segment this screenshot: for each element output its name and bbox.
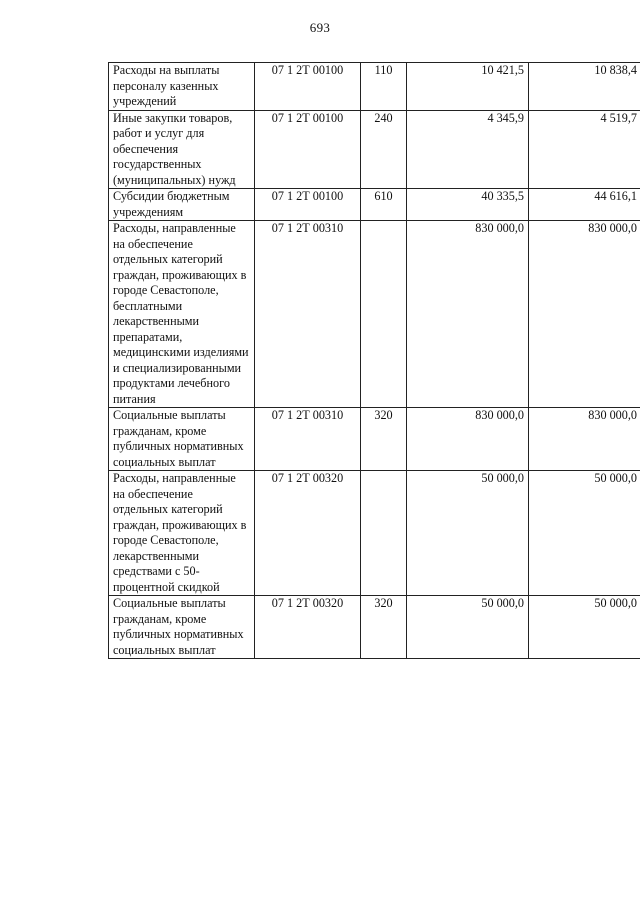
row-code-cell: 07 1 2Т 00310 (255, 408, 361, 471)
row-name-cell: Субсидии бюджетным учреждениям (109, 189, 255, 221)
row-type-cell (361, 471, 407, 596)
table-row (109, 221, 640, 408)
row-amount-2-cell: 830 000,0 (529, 408, 640, 471)
row-name-cell: Расходы на выплаты персоналу казенных учреждений (109, 63, 255, 111)
table-row (109, 408, 640, 471)
row-type-cell: 320 (361, 596, 407, 659)
budget-table (108, 62, 640, 659)
row-name-cell: Расходы, направленные на обеспечение отдельных категорий граждан, проживающих в городе Севастополе, лекарственными средствами с 50-процентной скидкой (109, 471, 255, 596)
row-amount-1-cell: 10 421,5 (407, 63, 529, 111)
row-amount-1-cell: 830 000,0 (407, 408, 529, 471)
row-amount-2-cell: 10 838,4 (529, 63, 640, 111)
table-row (109, 189, 640, 221)
row-amount-1-cell: 50 000,0 (407, 596, 529, 659)
row-name-cell: Социальные выплаты гражданам, кроме публичных нормативных социальных выплат (109, 596, 255, 659)
row-code-cell: 07 1 2Т 00100 (255, 189, 361, 221)
row-code-cell: 07 1 2Т 00320 (255, 471, 361, 596)
table-row (109, 471, 640, 596)
row-amount-2-cell: 50 000,0 (529, 596, 640, 659)
row-amount-2-cell: 830 000,0 (529, 221, 640, 408)
table-row (109, 63, 640, 111)
row-code-cell: 07 1 2Т 00320 (255, 596, 361, 659)
row-name-cell: Социальные выплаты гражданам, кроме публичных нормативных социальных выплат (109, 408, 255, 471)
row-type-cell: 110 (361, 63, 407, 111)
row-type-cell: 240 (361, 110, 407, 189)
row-name-cell: Иные закупки товаров, работ и услуг для обеспечения государственных (муниципальных) нужд (109, 110, 255, 189)
row-type-cell: 610 (361, 189, 407, 221)
row-type-cell: 320 (361, 408, 407, 471)
row-amount-1-cell: 40 335,5 (407, 189, 529, 221)
row-code-cell: 07 1 2Т 00100 (255, 63, 361, 111)
row-type-cell (361, 221, 407, 408)
row-amount-2-cell: 50 000,0 (529, 471, 640, 596)
row-amount-2-cell: 4 519,7 (529, 110, 640, 189)
row-amount-1-cell: 50 000,0 (407, 471, 529, 596)
row-amount-1-cell: 4 345,9 (407, 110, 529, 189)
table-row (109, 110, 640, 189)
row-amount-2-cell: 44 616,1 (529, 189, 640, 221)
row-name-cell: Расходы, направленные на обеспечение отдельных категорий граждан, проживающих в городе Севастополе, бесплатными лекарственными препаратами, медицинскими изделиями и специализированными продуктами лечебного питания (109, 221, 255, 408)
page-number: 693 (309, 20, 331, 35)
row-code-cell: 07 1 2Т 00100 (255, 110, 361, 189)
table-row (109, 596, 640, 659)
row-amount-1-cell: 830 000,0 (407, 221, 529, 408)
row-code-cell: 07 1 2Т 00310 (255, 221, 361, 408)
